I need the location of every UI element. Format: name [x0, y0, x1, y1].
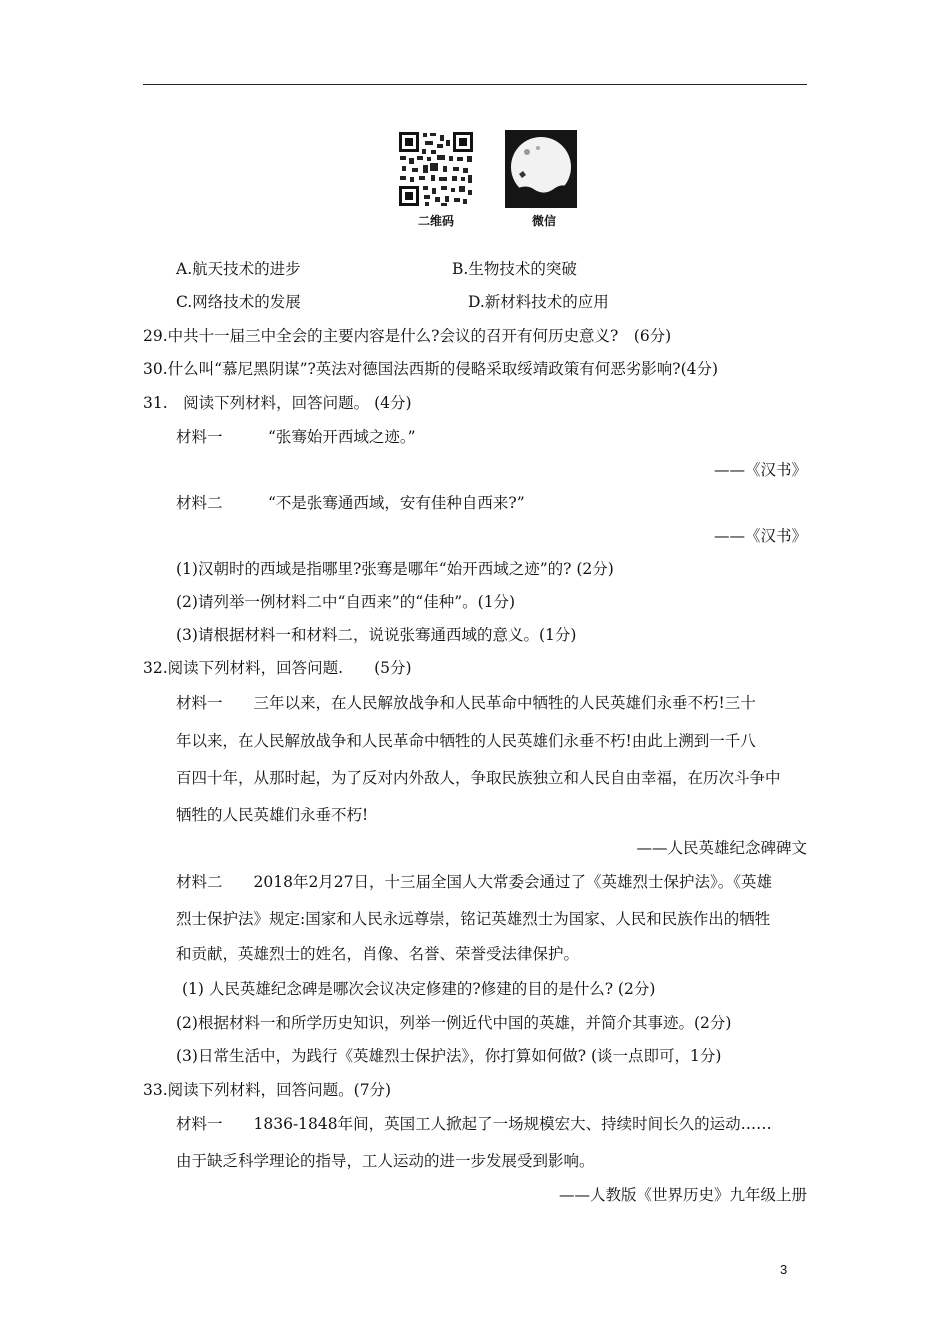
q31-sub2: (2)请列举一例材料二中“自西来”的“佳种”。(1分): [176, 593, 516, 611]
q31-m1-source: ——《汉书》: [713, 461, 807, 479]
q32-sub3: (3)日常生活中，为践行《英雄烈士保护法》，你打算如何做? (谈一点即可，1分): [176, 1047, 722, 1065]
header-rule: [143, 84, 807, 85]
qr-caption: 二维码: [417, 214, 454, 228]
q28-option-c: C.网络技术的发展: [176, 293, 301, 311]
qr-code-icon: [397, 130, 475, 208]
q32-m2-line1: 材料二 2018年2月27日，十三届全国人大常委会通过了《英雄烈士保护法》。《英雄: [176, 873, 773, 891]
wechat-moon-icon: [505, 130, 577, 208]
q32-m1-line4: 牺牲的人民英雄们永垂不朽!: [176, 806, 369, 824]
q32-m2-line2: 烈士保护法》规定:国家和人民永远尊崇，铭记英雄烈士为国家、人民和民族作出的牺牲: [176, 910, 771, 928]
wechat-figure: [505, 130, 583, 229]
q32-m1-line1: 材料一 三年以来，在人民解放战争和人民革命中牺牲的人民英雄们永垂不朽!三十: [176, 694, 756, 712]
q31-sub3: (3)请根据材料一和材料二，说说张骞通西域的意义。(1分): [176, 626, 577, 644]
q31-stem: 31. 阅读下列材料，回答问题。 (4分): [143, 394, 412, 412]
q32-m2-line3: 和贡献，英雄烈士的姓名，肖像、名誉、荣誉受法律保护。: [176, 945, 580, 963]
wechat-caption: 微信: [531, 214, 556, 228]
q33-m1-line2: 由于缺乏科学理论的指导，工人运动的进一步发展受到影响。: [176, 1152, 595, 1170]
q31-m1-label: 材料一: [176, 428, 223, 446]
q33-stem: 33.阅读下列材料，回答问题。(7分): [143, 1081, 392, 1099]
q33-m1-source: ——人教版《世界历史》九年级上册: [558, 1186, 807, 1204]
q28-option-d: D.新材料技术的应用: [468, 293, 609, 311]
q32-m1-line2: 年以来，在人民解放战争和人民革命中牺牲的人民英雄们永垂不朽!由此上溯到一千八: [176, 732, 756, 750]
q30-text: 30.什么叫“慕尼黑阴谋”?英法对德国法西斯的侵略采取绥靖政策有何恶劣影响?(4分): [143, 360, 719, 378]
q31-m2-text: “不是张骞通西域，安有佳种自西来?”: [268, 494, 525, 512]
q28-option-b: B.生物技术的突破: [452, 260, 577, 278]
page-number: 3: [780, 1262, 788, 1277]
q32-m1-line3: 百四十年，从那时起，为了反对内外敌人，争取民族独立和人民自由幸福，在历次斗争中: [176, 769, 781, 787]
q32-stem: 32.阅读下列材料，回答问题. (5分): [143, 659, 412, 677]
q31-m2-source: ——《汉书》: [713, 527, 807, 545]
q33-m1-line1: 材料一 1836-1848年间，英国工人掀起了一场规模宏大、持续时间长久的运动……: [176, 1115, 772, 1133]
q32-m1-source: ——人民英雄纪念碑碑文: [636, 839, 807, 857]
q31-m1-text: “张骞始开西域之迹。”: [268, 428, 416, 446]
q28-option-a: A.航天技术的进步: [176, 260, 301, 278]
q32-sub1: (1) 人民英雄纪念碑是哪次会议决定修建的?修建的目的是什么? (2分): [182, 980, 656, 998]
qr-figure: [397, 130, 475, 229]
q31-sub1: (1)汉朝时的西域是指哪里?张骞是哪年“始开西域之迹”的? (2分): [176, 560, 614, 578]
q31-m2-label: 材料二: [176, 494, 223, 512]
figure-images: [397, 130, 577, 235]
q29-text: 29.中共十一届三中全会的主要内容是什么?会议的召开有何历史意义? (6分): [143, 327, 672, 345]
q32-sub2: (2)根据材料一和所学历史知识，列举一例近代中国的英雄，并简介其事迹。(2分): [176, 1014, 732, 1032]
